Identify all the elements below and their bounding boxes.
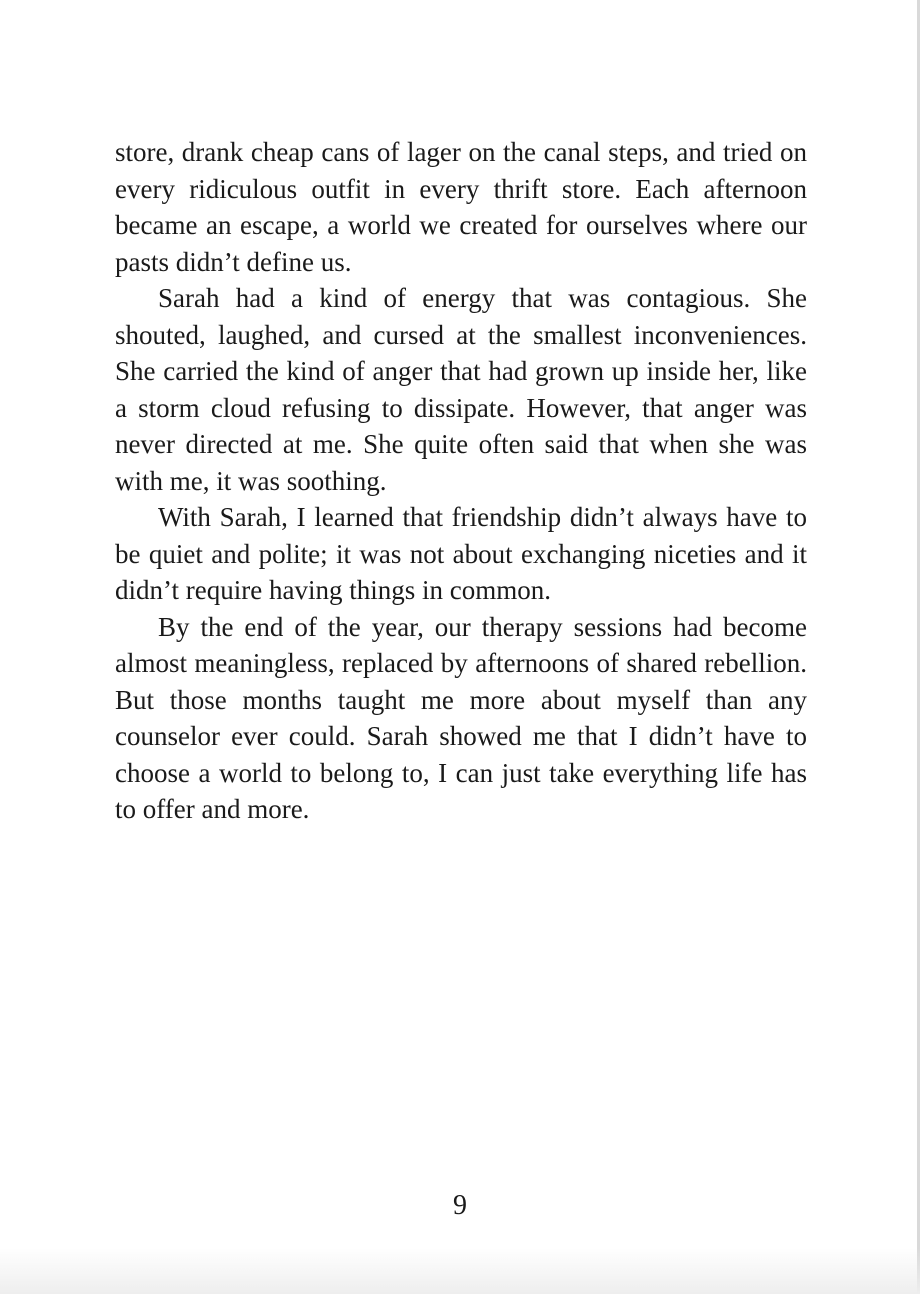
body-text: [115, 134, 807, 828]
paragraph-1: store, drank cheap cans of lager on the canal steps, and tried on every ridiculous outfit in every thrift store. Each afternoon became an escape, a world we created for ourselves where our pasts didn’t define us.: [115, 137, 807, 277]
paragraph-2: Sarah had a kind of energy that was contagious. She shouted, laughed, and cursed at the smallest inconveniences. She carried the kind of anger that had grown up inside her, like a storm cloud refusing to dissipate. However, that anger was never directed at me. She quite often said that when she was with me, it was soothing.: [115, 283, 807, 496]
page-number: 9: [453, 1190, 467, 1221]
page-bottom-shadow: [0, 1248, 920, 1294]
paragraph-3: With Sarah, I learned that friendship didn’t always have to be quiet and polite; it was not about exchanging niceties and it didn’t require having things in common.: [115, 502, 807, 605]
paragraph-4: By the end of the year, our therapy sessions had become almost meaningless, replaced by afternoons of shared rebellion. But those months taught me more about myself than any counselor ever could. Sarah showed me that I didn’t have to choose a world to belong to, I can just take everything life has to offer and more.: [115, 611, 807, 824]
